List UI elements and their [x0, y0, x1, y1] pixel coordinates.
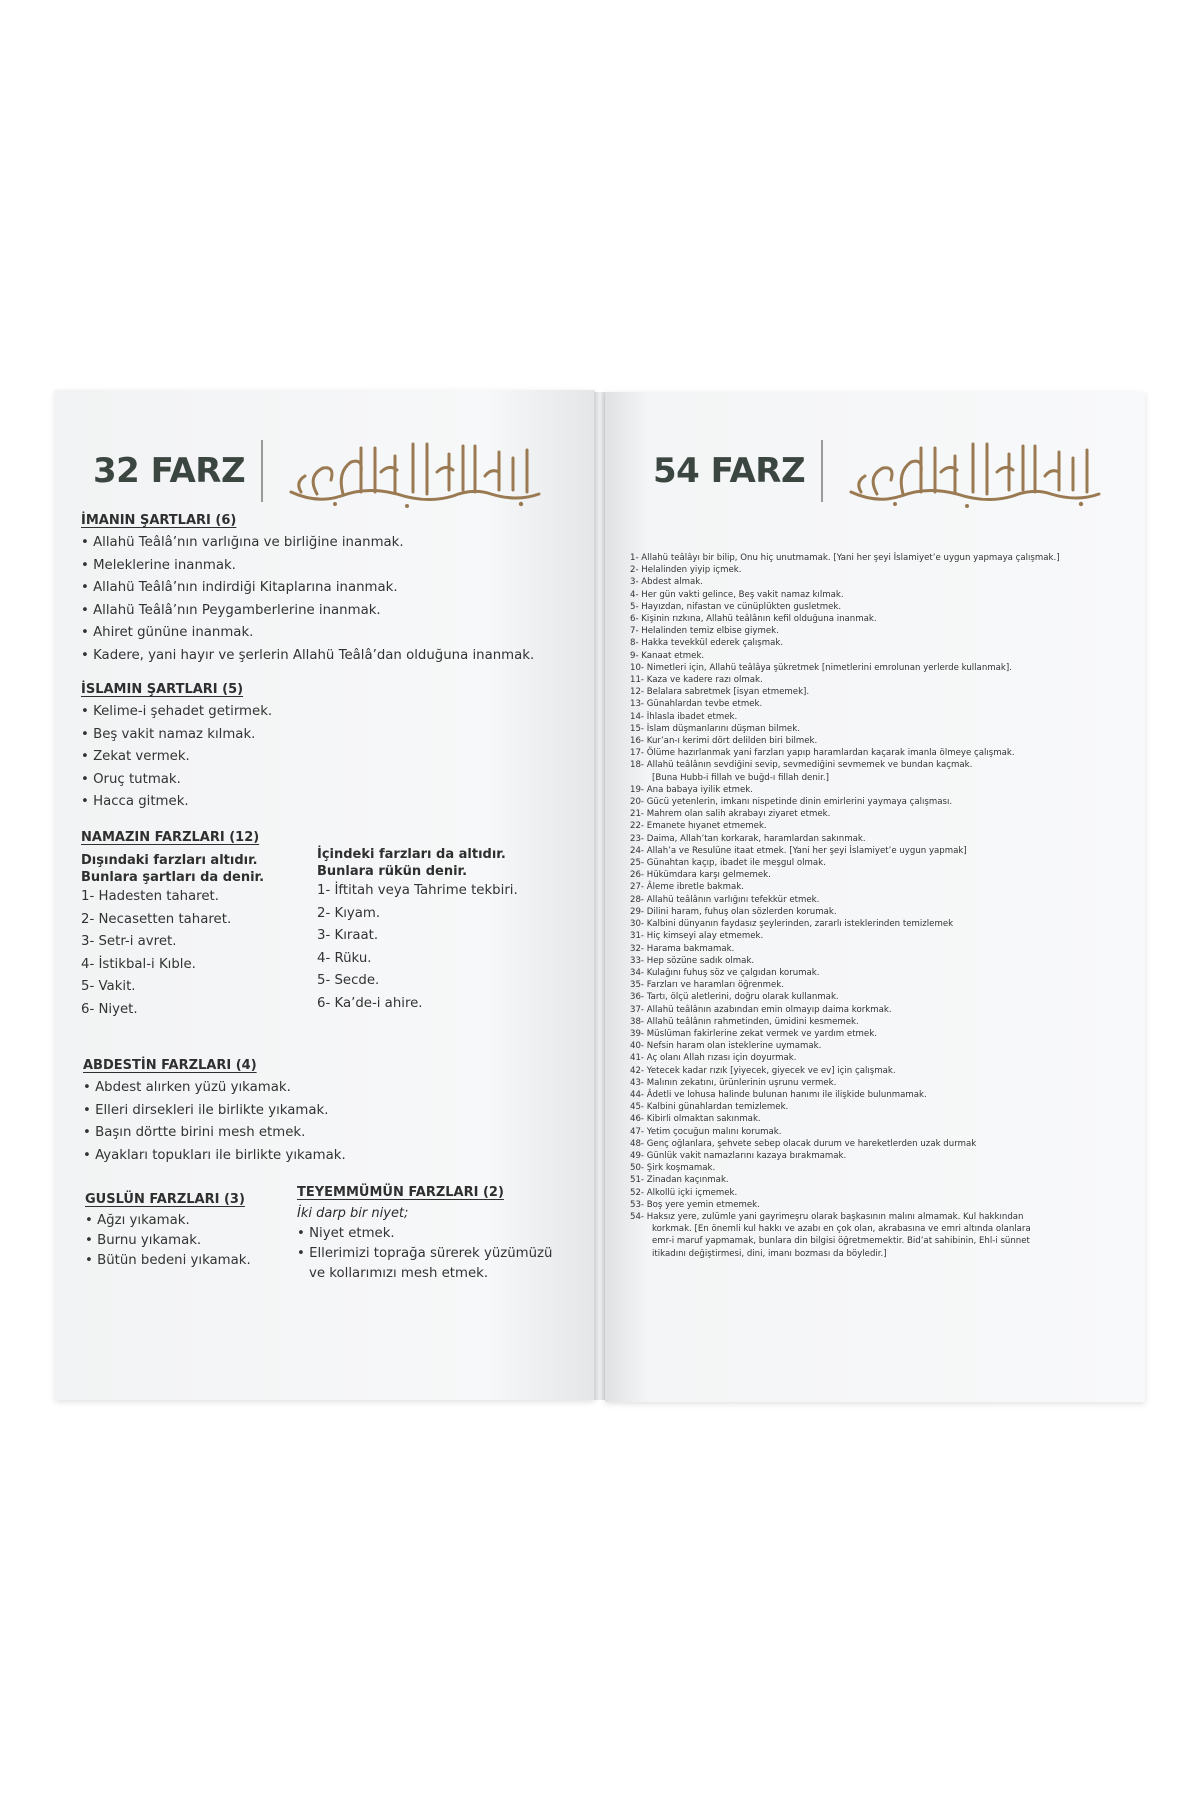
left-header — [93, 432, 547, 510]
right-page — [605, 392, 1145, 1402]
teyemmum-section — [297, 1185, 552, 1284]
islam-section — [81, 682, 272, 814]
namaz-section — [81, 830, 259, 849]
list-item: 16- Kur’an-ı kerimi dört delilden biri bilmek. — [630, 736, 818, 747]
islam-title: İSLAMIN ŞARTLARI (5) — [81, 682, 244, 697]
list-item: 32- Harama bakmamak. — [630, 943, 735, 954]
list-item: 46- Kibirli olmaktan sakınmak. — [630, 1114, 761, 1125]
list-item: 4- Her gün vakti gelince, Beş vakit namaz kılmak. — [630, 589, 844, 600]
basmala-calligraphy-icon — [837, 432, 1107, 510]
list-item: 52- Alkollü içki içmemek. — [630, 1187, 738, 1198]
teyemmum-title: TEYEMMÜMÜN FARZLARI (2) — [297, 1185, 504, 1200]
list-item: • Allahü Teâlâ’nın varlığına ve birliğine inanmak. — [81, 535, 404, 550]
list-item: 40- Nefsin haram olan isteklerine uymamak. — [630, 1041, 822, 1052]
list-item: 53- Boş yere yemin etmemek. — [630, 1199, 760, 1210]
list-item: • Ahiret gününe inanmak. — [81, 625, 254, 640]
list-item: 6- Ka’de-i ahire. — [317, 995, 423, 1011]
list-item: • Elleri dirsekleri ile birlikte yıkamak. — [83, 1102, 329, 1118]
list-item: 4- Rüku. — [317, 950, 372, 966]
list-item: 2- Necasetten taharet. — [81, 911, 232, 927]
namaz-title: NAMAZIN FARZLARI (12) — [81, 830, 260, 845]
list-item-continuation: [Buna Hubb-i fillah ve buğd-ı fillah denir.] — [652, 772, 829, 783]
list-item: • Bütün bedeni yıkamak. — [85, 1253, 251, 1268]
list-item: 34- Kulağını fuhuş söz ve çalgıdan korumak. — [630, 967, 820, 978]
iman-section — [81, 513, 534, 667]
list-item: • Ellerimizi toprağa sürerek yüzümüzü — [297, 1246, 553, 1261]
list-item: 28- Allahü teâlânın varlığını tefekkür etmek. — [630, 894, 820, 905]
list-item: • Başın dörtte birini mesh etmek. — [83, 1125, 306, 1140]
list-item: 43- Malının zekatını, ürünlerinin uşrunu vermek. — [630, 1077, 837, 1088]
list-item: 8- Hakka tevekkül ederek çalışmak. — [630, 638, 784, 649]
list-item: • Ayakları topukları ile birlikte yıkamak. — [83, 1147, 346, 1163]
list-item: ve kollarımızı mesh etmek. — [309, 1266, 489, 1281]
namaz-col2-heading: Bunlara rükün denir. — [317, 864, 468, 879]
list-item: 41- Aç olanı Allah rızası için doyurmak. — [630, 1053, 797, 1064]
list-item: 18- Allahü teâlânın sevdiğini sevip, sevmediğini sevmemek ve bundan kaçmak. — [630, 760, 973, 771]
left-page — [55, 390, 595, 1400]
list-item: • Allahü Teâlâ’nın Peygamberlerine inanmak. — [81, 602, 381, 618]
list-item: 2- Kıyam. — [317, 905, 381, 921]
list-item: 4- İstikbal-i Kıble. — [81, 956, 196, 972]
list-item: 50- Şirk koşmamak. — [630, 1163, 716, 1174]
right-header — [653, 432, 1107, 510]
namaz-col2-heading: İçindeki farzları da altıdır. — [317, 847, 506, 862]
list-item: 13- Günahlardan tevbe etmek. — [630, 699, 763, 710]
list-item: • Burnu yıkamak. — [85, 1233, 202, 1248]
list-item: 7- Helalinden temiz elbise giymek. — [630, 626, 779, 637]
list-item: 49- Günlük vakit namazlarını kazaya bırakmamak. — [630, 1150, 847, 1161]
list-item: 25- Günahtan kaçıp, ibadet ile meşgul olmak. — [630, 858, 826, 869]
list-item: • Meleklerine inanmak. — [81, 557, 236, 573]
header-divider — [261, 440, 263, 502]
list-item: 47- Yetim çocuğun malını korumak. — [630, 1126, 782, 1137]
list-item: • Kelime-i şehadet getirmek. — [81, 704, 273, 719]
list-item: 24- Allah’a ve Resulüne itaat etmek. [Yani her şeyi İslamiyet’e uygun yapmak] — [630, 845, 967, 856]
list-item: 5- Vakit. — [81, 979, 136, 994]
list-item: • Kadere, yani hayır ve şerlerin Allahü Teâlâ’dan olduğuna inanmak. — [81, 647, 535, 663]
gusul-section — [85, 1192, 251, 1271]
gusul-title: GUSLÜN FARZLARI (3) — [85, 1192, 245, 1207]
list-item: 20- Gücü yetenlerin, imkanı nispetinde dinin emirlerini yaymaya çalışması. — [630, 797, 953, 808]
iman-title: İMANIN ŞARTLARI (6) — [81, 513, 237, 528]
list-item: 27- Âleme ibretle bakmak. — [630, 882, 745, 893]
list-item: 38- Allahü teâlânın rahmetinden, ümidini kesmemek. — [630, 1016, 859, 1027]
right-page-title: 54 FARZ — [653, 451, 806, 491]
list-item: 48- Genç oğlanlara, şehvete sebep olacak durum ve hareketlerden uzak durmak — [630, 1138, 977, 1149]
list-item: • Hacca gitmek. — [81, 794, 189, 809]
basmala-calligraphy-icon — [277, 432, 547, 510]
list-item: 54- Haksız yere, zulümle yani gayrimeşru olarak başkasının malını almamak. Kul hakkından — [630, 1211, 1024, 1222]
teyemmum-note: İki darp bir niyet; — [297, 1206, 409, 1221]
abdest-title: ABDESTİN FARZLARI (4) — [83, 1058, 257, 1073]
list-item: 37- Allahü teâlânın azabından emin olmayıp daima korkmak. — [630, 1004, 892, 1015]
list-item: 36- Tartı, ölçü aletlerini, doğru olarak kullanmak. — [630, 992, 839, 1003]
list-item: • Abdest alırken yüzü yıkamak. — [83, 1080, 291, 1095]
list-item: 1- Hadesten taharet. — [81, 889, 219, 904]
list-item: 33- Hep sözüne sadık olmak. — [630, 955, 755, 966]
header-divider — [821, 440, 823, 502]
list-item-continuation: itikadını değiştirmesi, dini, imanı bozması da böyledir.] — [652, 1248, 887, 1259]
list-item: 9- Kanaat etmek. — [630, 650, 705, 661]
list-item: 5- Secde. — [317, 973, 380, 988]
list-item: 31- Hiç kimseyi alay etmemek. — [630, 931, 764, 942]
list-item: 11- Kaza ve kadere razı olmak. — [630, 675, 763, 686]
list-item-continuation: korkmak. [En önemli kul hakkı ve azabı en çok olan, akrabasına ve emri altında olanlara — [652, 1224, 1031, 1235]
list-item: 19- Ana babaya iyilik etmek. — [630, 784, 753, 795]
list-item: • Niyet etmek. — [297, 1226, 395, 1241]
list-item: 17- Ölüme hazırlanmak yani farzları yapıp haramlardan kaçarak imanla ölmeye çalışmak. — [630, 748, 1015, 759]
list-item: • Ağzı yıkamak. — [85, 1213, 190, 1228]
list-item: 45- Kalbini günahlardan temizlemek. — [630, 1102, 789, 1113]
list-item: 51- Zinadan kaçınmak. — [630, 1175, 729, 1186]
list-item: 10- Nimetleri için, Allahü teâlâya şükretmek [nimetlerini emrolunan yerlerde kullanmak]. — [630, 662, 1012, 673]
list-item: 26- Hükümdara karşı gelmemek. — [630, 870, 771, 881]
list-item: 39- Müslüman fakirlerine zekat vermek ve yardım etmek. — [630, 1028, 877, 1039]
list-item: • Beş vakit namaz kılmak. — [81, 726, 256, 742]
list-item: 3- Kıraat. — [317, 928, 379, 943]
list-item: 2- Helalinden yiyip içmek. — [630, 565, 742, 576]
list-item: 29- Dilini haram, fuhuş olan sözlerden korumak. — [630, 906, 837, 917]
list-item: 6- Kişinin rızkına, Allahü teâlânın kefil olduğuna inanmak. — [630, 614, 877, 625]
namaz-col1-heading: Dışındaki farzları altıdır. — [81, 853, 258, 868]
list-item: 3- Setr-i avret. — [81, 934, 177, 949]
list-item-continuation: emr-i maruf yapmamak, bunlara din bilgisi öğretmemektir. Bid’at sahibinin, Ehl-i sünnet — [652, 1236, 1030, 1247]
list-item: 22- Emanete hıyanet etmemek. — [630, 821, 767, 832]
list-item: 5- Hayızdan, nifastan ve cünüplükten gusletmek. — [630, 601, 842, 612]
list-item: 42- Yetecek kadar rızık [yiyecek, giyecek ve ev] için çalışmak. — [630, 1065, 896, 1076]
list-item: 1- Allahü teâlâyı bir bilip, Onu hiç unutmamak. [Yani her şeyi İslamiyet’e uygun yapmaya çalışmak.] — [630, 553, 1060, 563]
list-item: • Oruç tutmak. — [81, 771, 181, 787]
list-item: 15- İslam düşmanlarını düşman bilmek. — [630, 723, 800, 734]
list-item: 6- Niyet. — [81, 1001, 138, 1017]
list-item: • Allahü Teâlâ’nın indirdiği Kitaplarına inanmak. — [81, 580, 398, 595]
farz54-list — [630, 552, 1135, 1260]
list-item: 12- Belalara sabretmek [isyan etmemek]. — [630, 687, 810, 698]
list-item: • Zekat vermek. — [81, 749, 190, 764]
abdest-section — [83, 1058, 346, 1167]
list-item: 14- İhlasla ibadet etmek. — [630, 711, 738, 722]
namaz-col-outer — [81, 852, 264, 1021]
list-item: 1- İftitah veya Tahrime tekbiri. — [317, 883, 518, 898]
namaz-col-inner — [317, 846, 518, 1015]
list-item: 44- Âdetli ve lohusa halinde bulunan hanımı ile ilişkide bulunmamak. — [630, 1089, 927, 1100]
list-item: 23- Daima, Allah’tan korkarak, haramlardan sakınmak. — [630, 833, 866, 844]
list-item: 3- Abdest almak. — [630, 577, 703, 588]
list-item: 35- Farzları ve haramları öğrenmek. — [630, 980, 784, 991]
left-page-title: 32 FARZ — [93, 451, 246, 491]
list-item: 21- Mahrem olan salih akrabayı ziyaret etmek. — [630, 809, 831, 820]
namaz-col1-heading: Bunlara şartları da denir. — [81, 870, 265, 885]
list-item: 30- Kalbini dünyanın faydasız şeylerinden, zararlı isteklerinden temizlemek — [630, 919, 954, 930]
